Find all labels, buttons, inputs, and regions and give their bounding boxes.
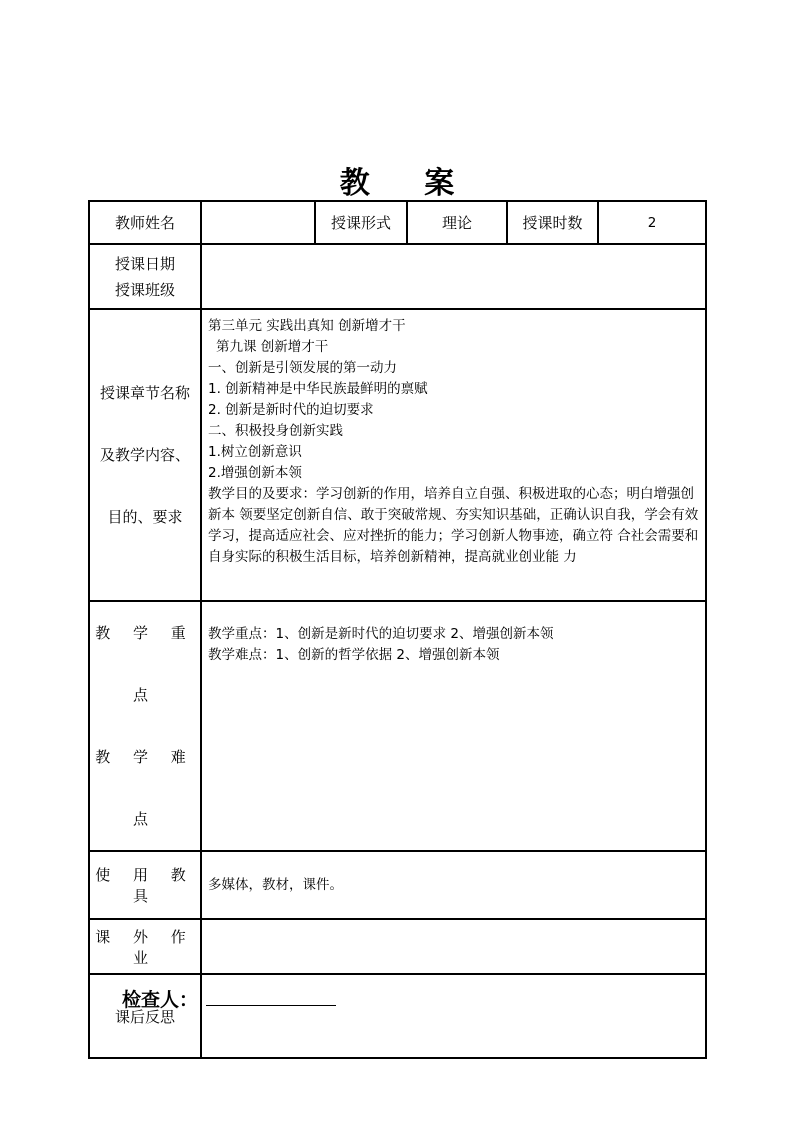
date-label: 授课日期 xyxy=(114,254,175,273)
teaching-hours-label: 授课时数 xyxy=(507,201,598,244)
objectives-paragraph: 教学目的及要求：学习创新的作用，培养自立自强、积极进取的心态；明白增强创新本 领要坚定创新自信、敢于突破常规、夯实知识基础，正确认识自我，学会有效学习，提高适应社会、应对挫折的能力；学习创新人物事迹，确立符 合社会需要和自身实际的积极生活目标，培养创新精神，提高就业创业能 力 xyxy=(208,486,699,565)
focus-row xyxy=(89,601,706,851)
reflection-label: 课后反思 xyxy=(89,974,201,1058)
homework-row xyxy=(89,919,706,974)
content-line: 2. 创新是新时代的迫切要求 xyxy=(208,402,374,418)
teacher-name-value[interactable] xyxy=(201,201,315,244)
content-line: 1.树立创新意识 xyxy=(208,444,302,460)
key-points-label: 教 学 重 点 xyxy=(95,624,195,704)
content-line: 2.增强创新本领 xyxy=(208,465,302,481)
teaching-form-value[interactable]: 理论 xyxy=(407,201,507,244)
difficult-points-text: 教学难点：1、创新的哲学依据 2、增强创新本领 xyxy=(208,647,500,663)
chapter-content[interactable] xyxy=(201,309,706,601)
page-title: 教 案 xyxy=(339,166,477,201)
chapter-row xyxy=(89,309,706,601)
homework-value[interactable] xyxy=(201,919,706,974)
difficult-points-label: 教 学 难 点 xyxy=(95,748,195,828)
homework-label: 课 外 作 业 xyxy=(89,919,201,974)
chapter-label-line-1: 授课章节名称 xyxy=(99,384,190,402)
chapter-label-line-3: 目的、要求 xyxy=(107,508,183,526)
focus-content[interactable] xyxy=(201,601,706,851)
content-line: 第三单元 实践出真知 创新增才干 xyxy=(208,318,406,334)
teacher-name-label: 教师姓名 xyxy=(89,201,201,244)
checker-signature-line[interactable] xyxy=(206,1004,336,1006)
content-line: 一、创新是引领发展的第一动力 xyxy=(208,360,397,376)
focus-label xyxy=(89,601,201,851)
lesson-plan-table xyxy=(88,200,707,1059)
chapter-label xyxy=(89,309,201,601)
tools-value[interactable]: 多媒体，教材，课件。 xyxy=(201,851,706,919)
date-class-row xyxy=(89,244,706,309)
content-line: 1. 创新精神是中华民族最鲜明的禀赋 xyxy=(208,381,428,397)
key-points-text: 教学重点：1、创新是新时代的迫切要求 2、增强创新本领 xyxy=(208,626,554,642)
date-class-label xyxy=(89,244,201,309)
content-line: 二、积极投身创新实践 xyxy=(208,423,343,439)
reflection-value[interactable] xyxy=(201,974,706,1058)
teaching-form-label: 授课形式 xyxy=(315,201,407,244)
checker-label: 检查人： xyxy=(122,989,199,1011)
date-class-value[interactable] xyxy=(201,244,706,309)
chapter-label-line-2: 及教学内容、 xyxy=(99,446,190,464)
teaching-hours-value[interactable]: 2 xyxy=(598,201,706,244)
class-label: 授课班级 xyxy=(114,280,175,299)
content-line: 第九课 创新增才干 xyxy=(216,339,329,355)
header-row xyxy=(89,201,706,244)
tools-label: 使 用 教 具 xyxy=(89,851,201,919)
tools-row xyxy=(89,851,706,919)
